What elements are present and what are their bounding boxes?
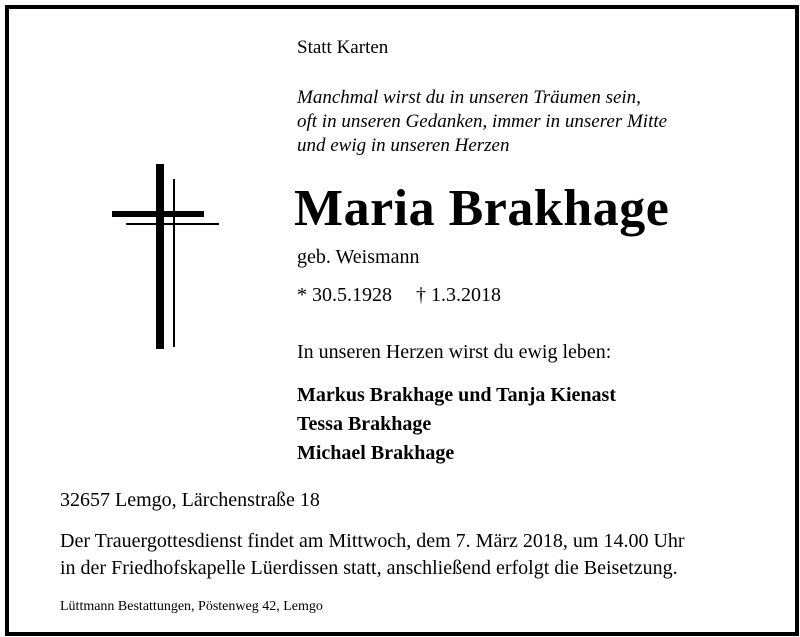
intro-text: In unseren Herzen wirst du ewig leben: — [297, 341, 612, 363]
mourner-name: Markus Brakhage und Tanja Kienast — [297, 384, 616, 406]
service-line: in der Friedhofskapelle Lüerdissen statt, anschließend erfolgt die Beisetzung. — [60, 557, 678, 579]
mourners-list — [297, 381, 616, 468]
obituary-notice — [5, 5, 799, 636]
poem-line: Manchmal wirst du in unseren Träumen sein, — [297, 87, 641, 108]
header-text: Statt Karten — [297, 37, 389, 58]
poem-line: und ewig in unseren Herzen — [297, 135, 510, 156]
birth-date: * 30.5.1928 — [297, 284, 392, 306]
deceased-name: Maria Brakhage — [294, 180, 670, 237]
service-info — [60, 528, 685, 582]
mourner-name: Tessa Brakhage — [297, 413, 432, 435]
funeral-home-footer: Lüttmann Bestattungen, Pöstenweg 42, Lemgo — [60, 599, 323, 614]
cross-icon — [104, 159, 219, 349]
address-text: 32657 Lemgo, Lärchenstraße 18 — [60, 489, 320, 511]
death-date: † 1.3.2018 — [416, 284, 501, 306]
mourner-name: Michael Brakhage — [297, 442, 455, 464]
service-line: Der Trauergottesdienst findet am Mittwoch, dem 7. März 2018, um 14.00 Uhr — [60, 530, 685, 552]
birth-name: geb. Weismann — [297, 246, 420, 268]
life-dates — [297, 285, 501, 305]
poem-line: oft in unseren Gedanken, immer in unserer Mitte — [297, 111, 668, 132]
poem — [297, 86, 757, 158]
